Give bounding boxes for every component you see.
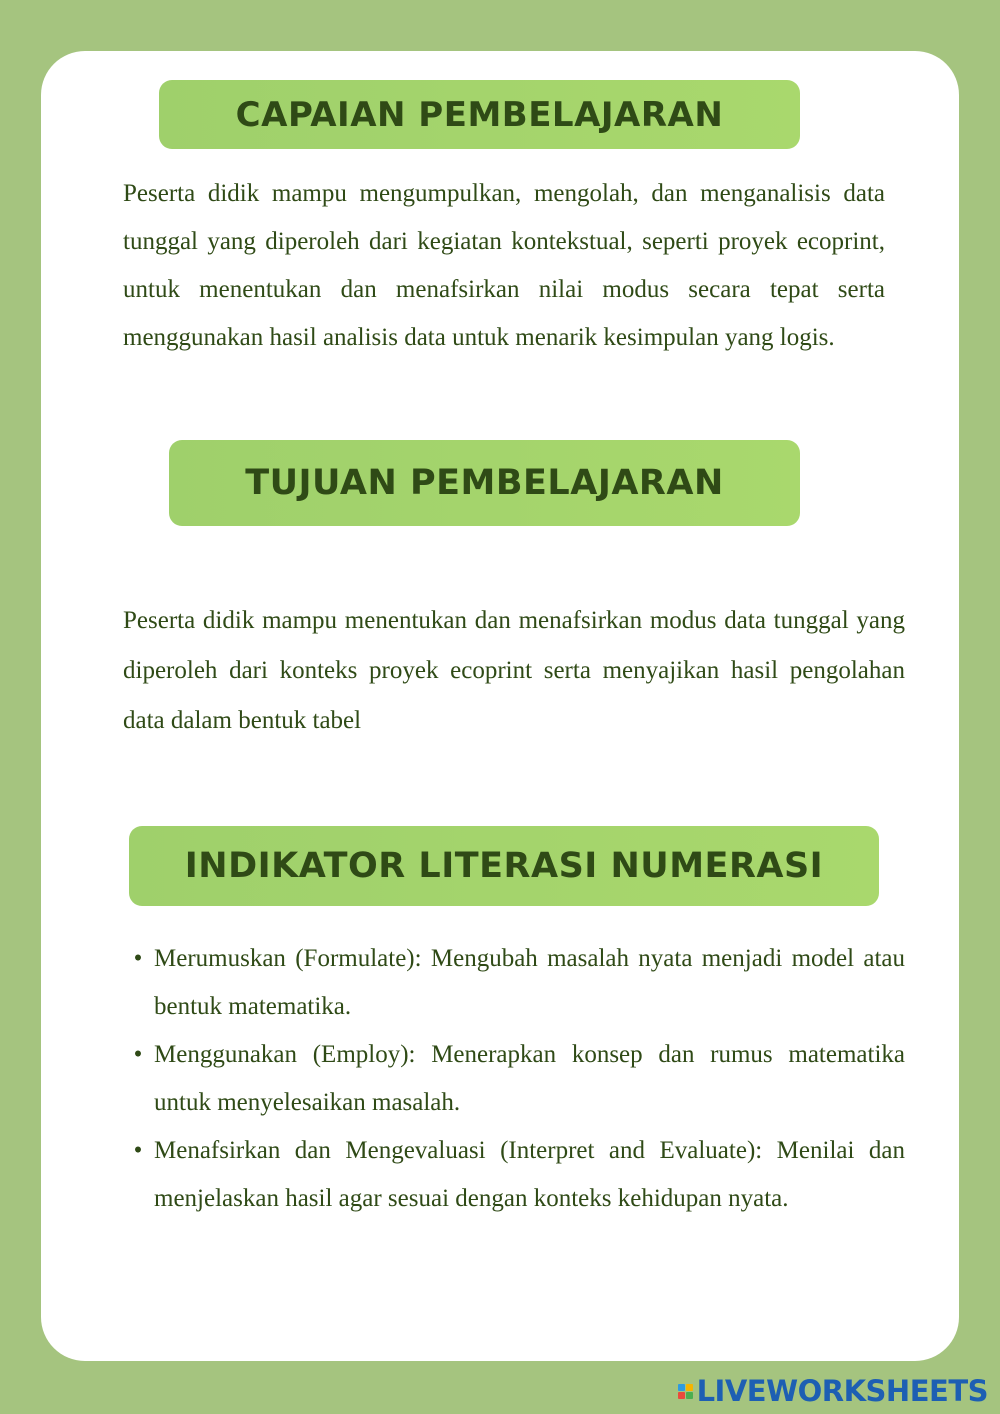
capaian-heading: CAPAIAN PEMBELAJARAN	[159, 80, 800, 149]
list-item-text: Menggunakan (Employ): Menerapkan konsep dan rumus matematika untuk menyelesaikan masalah.	[154, 1041, 905, 1116]
capaian-paragraph: Peserta didik mampu mengumpulkan, mengolah, dan menganalisis data tunggal yang diperoleh dari kegiatan kontekstual, seperti proyek ecoprint, untuk menentukan dan menafsirkan nilai modus secara tepat serta menggunakan hasil analisis data untuk menarik kesimpulan yang logis.	[123, 180, 885, 351]
list-item	[128, 935, 905, 1031]
tujuan-heading: TUJUAN PEMBELAJARAN	[169, 440, 800, 526]
bullet-icon: •	[133, 1041, 143, 1068]
tujuan-paragraph: Peserta didik mampu menentukan dan menafsirkan modus data tunggal yang diperoleh dari konteks proyek ecoprint serta menyajikan hasil pengolahan data dalam bentuk tabel	[123, 607, 905, 734]
indikator-heading: INDIKATOR LITERASI NUMERASI	[129, 826, 879, 906]
list-item	[128, 1127, 905, 1223]
bullet-icon: •	[133, 945, 143, 972]
liveworksheets-brand[interactable]	[678, 1374, 988, 1408]
bullet-icon: •	[133, 1137, 143, 1164]
list-item	[128, 1031, 905, 1127]
liveworksheets-logo-icon	[678, 1384, 693, 1399]
brand-name: LIVEWORKSHEETS	[696, 1374, 988, 1408]
list-item-text: Merumuskan (Formulate): Mengubah masalah nyata menjadi model atau bentuk matematika.	[154, 945, 905, 1020]
indikator-list	[128, 935, 905, 1223]
list-item-text: Menafsirkan dan Mengevaluasi (Interpret and Evaluate): Menilai dan menjelaskan hasil agar sesuai dengan konteks kehidupan nyata.	[154, 1137, 905, 1212]
